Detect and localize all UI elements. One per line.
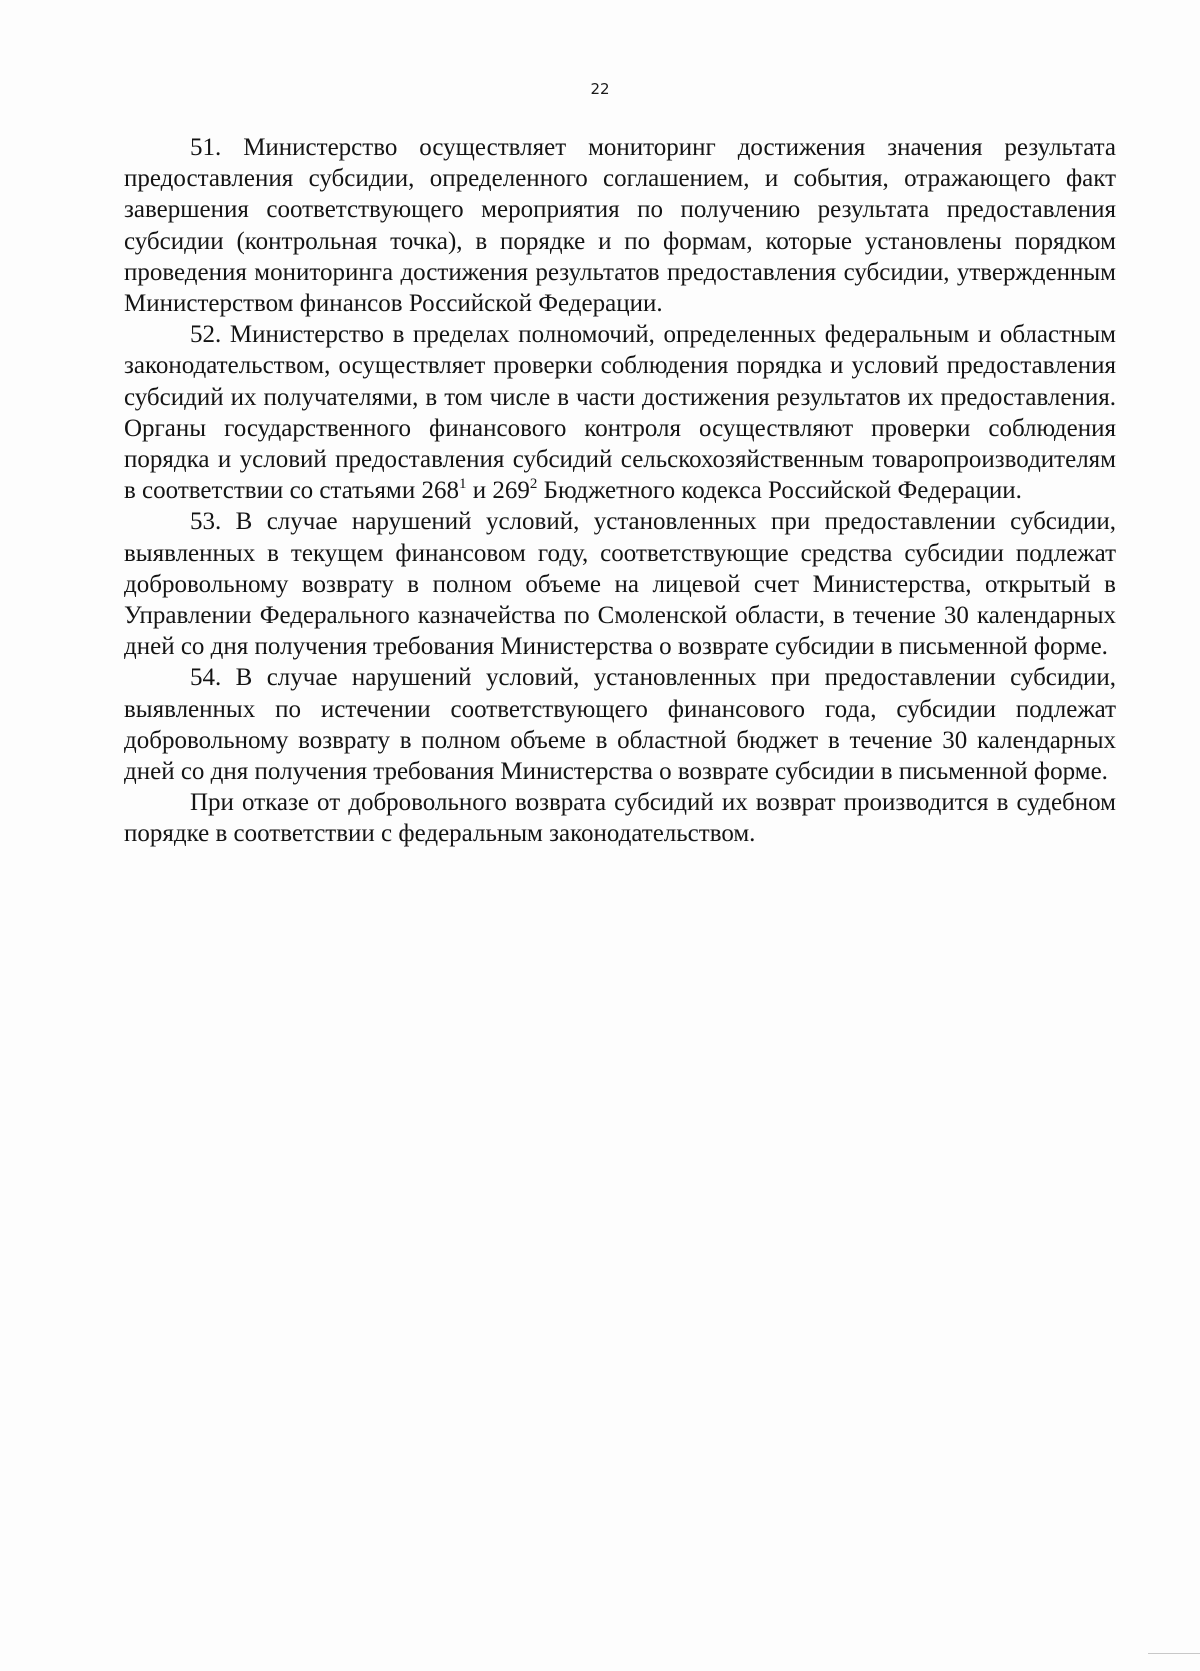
superscript-269: 2 [529, 476, 538, 493]
paragraph-52 [124, 319, 1116, 506]
paragraph-54: 54. В случае нарушений условий, установленных при предоставлении субсидии, выявленных по истечении соответствующего финансового года, субсидии подлежат добровольному возврату в полном объеме в областной бюджет в течение 30 календарных дней со дня получения требования Министерства о возврате субсидии в письменной форме. [124, 664, 1116, 786]
document-body [124, 132, 1116, 850]
paragraph-51: 51. Министерство осуществляет мониторинг достижения значения результата предоставления субсидии, определенного соглашением, и события, отражающего факт завершения соответствующего мероприятия по получению результата предоставления субсидии (контрольная точка), в порядке и по формам, которые установлены порядком проведения мониторинга достижения результатов предоставления субсидии, утвержденным Министерством финансов Российской Федерации. [124, 134, 1116, 318]
page-number: 22 [590, 80, 610, 98]
paragraph-52-text-3: Бюджетного кодекса Российской Федерации. [537, 477, 1022, 505]
paragraph-52-text-2: и 269 [466, 477, 530, 505]
superscript-268: 1 [458, 476, 467, 493]
scan-edge-line [1148, 1653, 1200, 1654]
paragraph-52-text-1: 52. Министерство в пределах полномочий, определенных федеральным и областным законодательством, осуществляет проверки соблюдения порядка и условий предоставления субсидий их получателями, в том числе в части достижения результатов их предоставления. Органы государственного финансового контроля осуществляют проверки соблюдения порядка и условий предоставления субсидий сельскохозяйственным товаропроизводителям в соответствии со статьями 268 [124, 321, 1116, 505]
paragraph-53: 53. В случае нарушений условий, установленных при предоставлении субсидии, выявленных в текущем финансовом году, соответствующие средства субсидии подлежат добровольному возврату в полном объеме на лицевой счет Министерства, открытый в Управлении Федерального казначейства по Смоленской области, в течение 30 календарных дней со дня получения требования Министерства о возврате субсидии в письменной форме. [124, 508, 1116, 661]
paragraph-refusal: При отказе от добровольного возврата субсидий их возврат производится в судебном порядке в соответствии с федеральным законодательством. [124, 789, 1116, 848]
